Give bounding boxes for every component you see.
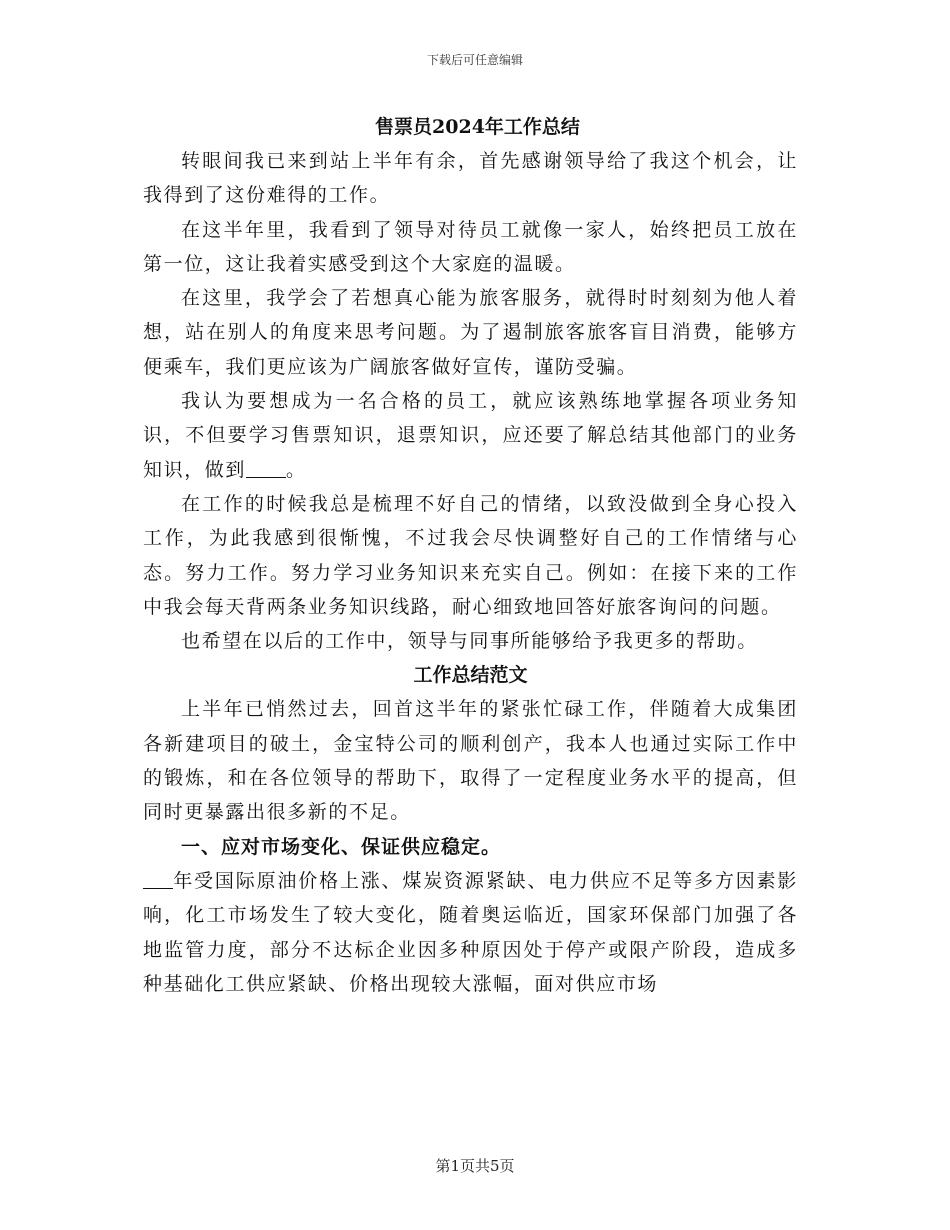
page-footer-number: 第1页共5页 xyxy=(435,1157,515,1175)
paragraph-4 xyxy=(143,384,798,487)
paragraph-1: 转眼间我已来到站上半年有余，首先感谢领导给了我这个机会，让我得到了这份难得的工作。 xyxy=(143,150,798,207)
paragraph-6: 也希望在以后的工作中，领导与同事所能够给予我更多的帮助。 xyxy=(181,630,758,653)
paragraph-2: 在这半年里，我看到了领导对待员工就像一家人，始终把员工放在第一位，这让我着实感受到这个大家庭的温暖。 xyxy=(143,218,798,275)
section-paragraph-2 xyxy=(143,864,798,1001)
paragraph-4-end: 。 xyxy=(286,458,307,481)
page-header-note: 下载后可任意编辑 xyxy=(426,53,523,67)
paragraph-5: 在工作的时候我总是梳理不好自己的情绪，以致没做到全身心投入工作，为此我感到很惭愧，不过我会尽快调整好自己的工作情绪与心态。努力工作。努力学习业务知识来充实自己。例如：在接下来的工作中我会每天背两条业务知识线路，耐心细致地回答好旅客询问的问题。 xyxy=(143,492,798,618)
document-title: 售票员2024年工作总结 xyxy=(375,116,580,138)
paragraph-4-text: 我认为要想成为一名合格的员工，就应该熟练地掌握各项业务知识，不但要学习售票知识，退票知识，应还要了解总结其他部门的业务知识，做到 xyxy=(143,390,798,481)
section-paragraph-1: 上半年已悄然过去，回首这半年的紧张忙碌工作，伴随着大成集团各新建项目的破土，金宝特公司的顺利创产，我本人也通过实际工作中的锻炼，和在各位领导的帮助下，取得了一定程度业务水平的提高，但同时更暴露出很多新的不足。 xyxy=(143,698,798,824)
document-body xyxy=(143,110,798,1001)
paragraph-3: 在这里，我学会了若想真心能为旅客服务，就得时时刻刻为他人着想，站在别人的角度来思考问题。为了遏制旅客旅客盲目消费，能够方便乘车，我们更应该为广阔旅客做好宣传，谨防受骗。 xyxy=(143,287,798,378)
section-heading: 一、应对市场变化、保证供应稳定。 xyxy=(181,835,502,858)
year-blank xyxy=(143,869,173,889)
fill-in-blank xyxy=(246,458,286,478)
section-paragraph-2-text: 年受国际原油价格上涨、煤炭资源紧缺、电力供应不足等多方因素影响，化工市场发生了较大变化，随着奥运临近，国家环保部门加强了各地监管力度，部分不达标企业因多种原因处于停产或限产阶段，造成多种基础化工供应紧缺、价格出现较大涨幅，面对供应市场 xyxy=(143,869,798,995)
section-title: 工作总结范文 xyxy=(413,664,528,687)
